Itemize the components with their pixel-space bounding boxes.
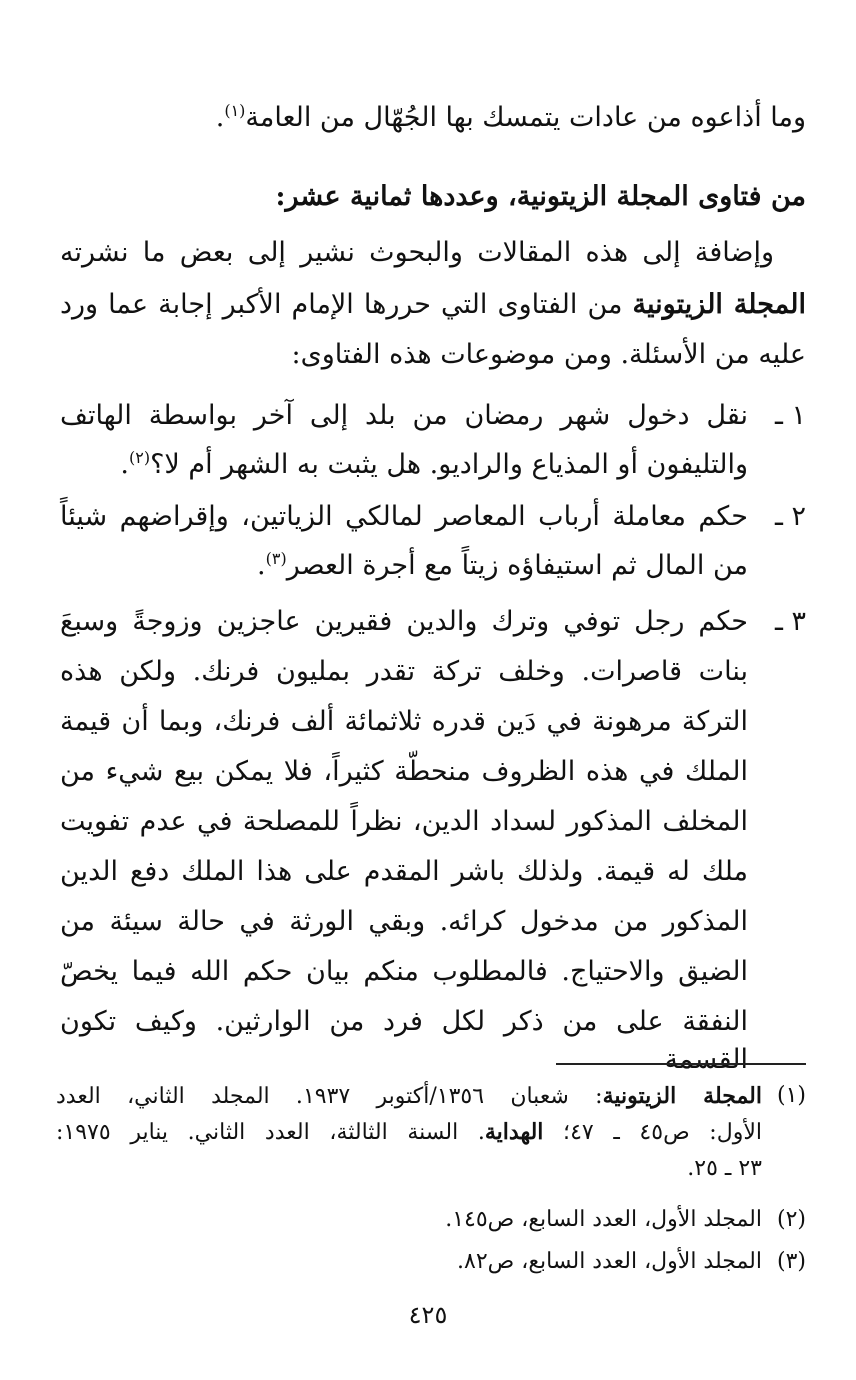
footnote-number: (١)	[776, 1083, 806, 1108]
intro-text: وما أذاعوه من عادات يتمسك بها الجُهّال من العامة	[245, 102, 806, 133]
item-line	[60, 547, 748, 585]
footnote-ref-2[interactable]: (٢)	[128, 448, 151, 467]
item-line: الملك في هذه الظروف منحطّة كثيراً، فلا يمكن بيع شيء من	[60, 756, 748, 787]
footnote-text: المجلد الأول، العدد السابع، ص١٤٥.	[445, 1207, 762, 1232]
footnote-number: (٣)	[776, 1249, 806, 1274]
item-line: الضيق والاحتياج. فالمطلوب منكم بيان حكم الله فيما يخصّ	[60, 956, 748, 987]
footnote-separator	[556, 1063, 806, 1065]
item-line: المخلف المذكور لسداد الدين، نظراً للمصلحة في عدم تفويت	[60, 806, 748, 837]
item-line: بنات قاصرات. وخلف تركة تقدر بمليون فرنك. ولكن هذه	[60, 656, 748, 687]
paragraph-line-1: وإضافة إلى هذه المقالات والبحوث نشير إلى بعض ما نشرته	[60, 237, 774, 268]
source-name: الهداية	[484, 1119, 544, 1145]
footnote-ref-3[interactable]: (٣)	[265, 549, 287, 568]
item-number: ١ ـ	[774, 400, 806, 431]
footnote-text: . السنة الثالثة، العدد الثاني. يناير ١٩٧٥:	[56, 1120, 485, 1145]
item-line: التركة مرهونة في دَين قدره ثلاثمائة ألف فرنك، وبما أن قيمة	[60, 706, 748, 737]
item-end: .	[120, 449, 129, 480]
footnote-ref-1[interactable]: (١)	[224, 101, 246, 120]
footnote-line	[56, 1079, 762, 1113]
item-number: ٣ ـ	[774, 606, 806, 637]
footnote-text: : شعبان ١٣٥٦/أكتوبر ١٩٣٧. المجلد الثاني، العدد	[56, 1084, 603, 1109]
item-line: ملك له قيمة. ولذلك باشر المقدم على هذا الملك دفع الدين	[60, 856, 748, 887]
magazine-name: المجلة الزيتونية	[602, 1083, 762, 1109]
item-end: .	[257, 550, 266, 581]
item-number: ٢ ـ	[774, 501, 806, 532]
item-text: من المال ثم استيفاؤه زيتاً مع أجرة العصر	[286, 550, 748, 581]
item-line	[60, 446, 748, 484]
item-line: نقل دخول شهر رمضان من بلد إلى آخر بواسطة الهاتف	[60, 400, 748, 431]
footnote-number: (٢)	[776, 1207, 806, 1232]
page-number: ٤٢٥	[408, 1301, 448, 1329]
paragraph-line-3: عليه من الأسئلة. ومن موضوعات هذه الفتاوى:	[291, 339, 806, 370]
item-line: حكم معاملة أرباب المعاصر لمالكي الزياتين، وإقراضهم شيئاً	[60, 501, 748, 532]
footnote-text: الأول: ص٤٥ ـ ٤٧؛	[543, 1120, 762, 1145]
item-line: النفقة على من ذكر لكل فرد من الوارثين. وكيف تكون القسمة	[60, 1006, 748, 1075]
footnote-line	[56, 1115, 762, 1149]
intro-end: .	[215, 102, 225, 133]
footnote-text: المجلد الأول، العدد السابع، ص٨٢.	[457, 1249, 762, 1274]
paragraph-line-2	[60, 286, 806, 324]
intro-line	[60, 99, 806, 137]
footnote-line: ٢٣ ـ ٢٥.	[687, 1156, 762, 1181]
section-heading: من فتاوى المجلة الزيتونية، وعددها ثمانية عشر:	[275, 181, 806, 212]
paragraph-line-2-rest: من الفتاوى التي حررها الإمام الأكبر إجابة عما ورد	[60, 289, 633, 320]
item-line: حكم رجل توفي وترك والدين فقيرين عاجزين وزوجةً وسبعَ	[60, 606, 748, 637]
item-line: المذكور من مدخول كرائه. وبقي الورثة في حالة سيئة من	[60, 906, 748, 937]
item-text: والتليفون أو المذياع والراديو. هل يثبت به الشهر أم لا؟	[150, 449, 748, 480]
magazine-name: المجلة الزيتونية	[632, 289, 806, 320]
